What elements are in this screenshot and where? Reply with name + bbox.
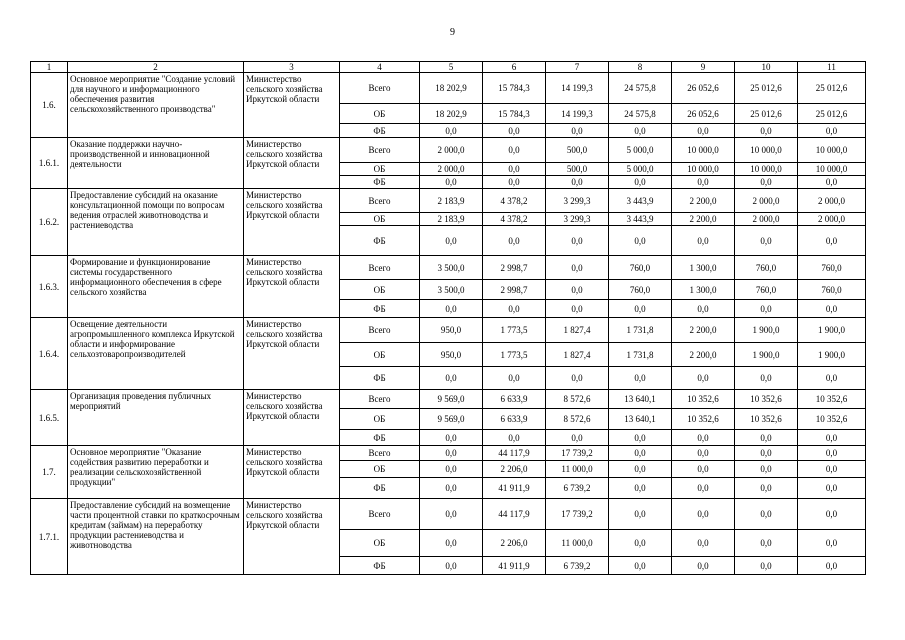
responsible-executor: Министерство сельского хозяйства Иркутской области — [244, 73, 340, 138]
amount-cell: 760,0 — [609, 280, 672, 300]
amount-cell: 14 199,3 — [546, 73, 609, 104]
amount-cell: 6 739,2 — [546, 478, 609, 499]
amount-cell: 44 117,9 — [483, 446, 546, 461]
funding-source: ОБ — [340, 461, 420, 478]
amount-cell: 1 773,5 — [483, 318, 546, 343]
amount-cell: 1 300,0 — [672, 256, 735, 280]
funding-source: ФБ — [340, 124, 420, 138]
column-number-cell: 4 — [340, 62, 420, 73]
amount-cell: 0,0 — [735, 124, 798, 138]
measure-description: Формирование и функционирование системы государственного информационного обеспечения в сфере сельского хозяйства — [68, 256, 244, 318]
column-number-cell: 5 — [420, 62, 483, 73]
amount-cell: 10 352,6 — [672, 390, 735, 409]
amount-cell: 3 299,3 — [546, 213, 609, 226]
amount-cell: 0,0 — [546, 280, 609, 300]
table-row — [31, 446, 866, 461]
amount-cell: 0,0 — [483, 367, 546, 390]
amount-cell: 25 012,6 — [798, 104, 866, 124]
amount-cell: 10 352,6 — [798, 409, 866, 430]
column-number-cell: 3 — [244, 62, 340, 73]
amount-cell: 0,0 — [672, 226, 735, 256]
funding-source: ФБ — [340, 478, 420, 499]
amount-cell: 13 640,1 — [609, 390, 672, 409]
amount-cell: 2 998,7 — [483, 256, 546, 280]
amount-cell: 0,0 — [546, 256, 609, 280]
amount-cell: 0,0 — [798, 499, 866, 530]
page-number: 9 — [450, 27, 455, 38]
column-number-cell: 6 — [483, 62, 546, 73]
amount-cell: 18 202,9 — [420, 104, 483, 124]
amount-cell: 0,0 — [798, 478, 866, 499]
funding-source: ОБ — [340, 163, 420, 176]
amount-cell: 0,0 — [546, 367, 609, 390]
amount-cell: 0,0 — [420, 430, 483, 446]
amount-cell: 0,0 — [546, 176, 609, 189]
amount-cell: 0,0 — [672, 176, 735, 189]
amount-cell: 10 352,6 — [735, 409, 798, 430]
amount-cell: 6 739,2 — [546, 557, 609, 575]
amount-cell: 8 572,6 — [546, 390, 609, 409]
amount-cell: 1 773,5 — [483, 343, 546, 367]
amount-cell: 2 000,0 — [420, 138, 483, 163]
amount-cell: 0,0 — [420, 499, 483, 530]
amount-cell: 0,0 — [672, 478, 735, 499]
amount-cell: 0,0 — [798, 226, 866, 256]
amount-cell: 0,0 — [420, 446, 483, 461]
amount-cell: 1 731,8 — [609, 318, 672, 343]
amount-cell: 2 998,7 — [483, 280, 546, 300]
amount-cell: 0,0 — [483, 163, 546, 176]
amount-cell: 3 299,3 — [546, 189, 609, 213]
amount-cell: 0,0 — [483, 300, 546, 318]
column-number-cell: 8 — [609, 62, 672, 73]
amount-cell: 44 117,9 — [483, 499, 546, 530]
amount-cell: 2 183,9 — [420, 189, 483, 213]
funding-source: Всего — [340, 256, 420, 280]
column-number-cell: 9 — [672, 62, 735, 73]
amount-cell: 41 911,9 — [483, 478, 546, 499]
measure-number: 1.7. — [31, 446, 68, 499]
amount-cell: 11 000,0 — [546, 461, 609, 478]
funding-source: ОБ — [340, 213, 420, 226]
responsible-executor: Министерство сельского хозяйства Иркутской области — [244, 256, 340, 318]
amount-cell: 0,0 — [672, 367, 735, 390]
funding-source: ФБ — [340, 226, 420, 256]
amount-cell: 0,0 — [672, 430, 735, 446]
amount-cell: 0,0 — [735, 300, 798, 318]
amount-cell: 2 200,0 — [672, 343, 735, 367]
amount-cell: 1 731,8 — [609, 343, 672, 367]
funding-source: Всего — [340, 390, 420, 409]
amount-cell: 0,0 — [735, 446, 798, 461]
amount-cell: 10 000,0 — [735, 163, 798, 176]
funding-source: ОБ — [340, 280, 420, 300]
amount-cell: 10 000,0 — [672, 163, 735, 176]
measure-number: 1.6. — [31, 73, 68, 138]
responsible-executor: Министерство сельского хозяйства Иркутской области — [244, 189, 340, 256]
amount-cell: 0,0 — [546, 430, 609, 446]
measure-description: Предоставление субсидий на оказание консультационной помощи по вопросам ведения отраслей животноводства и растениеводства — [68, 189, 244, 256]
funding-source: Всего — [340, 189, 420, 213]
measure-number: 1.6.3. — [31, 256, 68, 318]
responsible-executor: Министерство сельского хозяйства Иркутской области — [244, 499, 340, 575]
amount-cell: 0,0 — [420, 226, 483, 256]
amount-cell: 2 000,0 — [798, 213, 866, 226]
table-body — [31, 62, 866, 575]
amount-cell: 0,0 — [420, 300, 483, 318]
responsible-executor: Министерство сельского хозяйства Иркутской области — [244, 318, 340, 390]
amount-cell: 760,0 — [798, 256, 866, 280]
amount-cell: 10 000,0 — [798, 163, 866, 176]
funding-source: Всего — [340, 138, 420, 163]
amount-cell: 2 206,0 — [483, 461, 546, 478]
amount-cell: 0,0 — [546, 300, 609, 318]
amount-cell: 0,0 — [609, 226, 672, 256]
amount-cell: 2 183,9 — [420, 213, 483, 226]
amount-cell: 2 000,0 — [798, 189, 866, 213]
amount-cell: 0,0 — [420, 557, 483, 575]
amount-cell: 0,0 — [546, 124, 609, 138]
amount-cell: 10 352,6 — [672, 409, 735, 430]
amount-cell: 2 000,0 — [735, 189, 798, 213]
funding-source: Всего — [340, 499, 420, 530]
amount-cell: 0,0 — [420, 461, 483, 478]
amount-cell: 1 900,0 — [798, 318, 866, 343]
funding-source: ОБ — [340, 409, 420, 430]
amount-cell: 0,0 — [798, 124, 866, 138]
amount-cell: 0,0 — [798, 446, 866, 461]
amount-cell: 25 012,6 — [735, 73, 798, 104]
amount-cell: 0,0 — [609, 478, 672, 499]
column-number-cell: 10 — [735, 62, 798, 73]
amount-cell: 0,0 — [735, 226, 798, 256]
column-number-cell: 11 — [798, 62, 866, 73]
measure-number: 1.6.5. — [31, 390, 68, 446]
amount-cell: 0,0 — [672, 461, 735, 478]
measure-description: Предоставление субсидий на возмещение части процентной ставки по краткосрочным кредитам (займам) на переработку продукции растениеводства и животноводства — [68, 499, 244, 575]
amount-cell: 3 500,0 — [420, 280, 483, 300]
amount-cell: 760,0 — [609, 256, 672, 280]
amount-cell: 15 784,3 — [483, 73, 546, 104]
amount-cell: 500,0 — [546, 163, 609, 176]
amount-cell: 0,0 — [798, 176, 866, 189]
amount-cell: 25 012,6 — [735, 104, 798, 124]
funding-source: Всего — [340, 73, 420, 104]
amount-cell: 8 572,6 — [546, 409, 609, 430]
amount-cell: 24 575,8 — [609, 73, 672, 104]
funding-source: ОБ — [340, 530, 420, 557]
amount-cell: 14 199,3 — [546, 104, 609, 124]
amount-cell: 2 000,0 — [420, 163, 483, 176]
table-row — [31, 499, 866, 530]
amount-cell: 24 575,8 — [609, 104, 672, 124]
budget-table — [30, 61, 866, 575]
amount-cell: 25 012,6 — [798, 73, 866, 104]
amount-cell: 1 900,0 — [735, 343, 798, 367]
measure-description: Основное мероприятие "Создание условий для научного и информационного обеспечения развития сельскохозяйственного производства" — [68, 73, 244, 138]
amount-cell: 10 000,0 — [798, 138, 866, 163]
measure-description: Оказание поддержки научно-производственной и инновационной деятельности — [68, 138, 244, 189]
amount-cell: 0,0 — [735, 176, 798, 189]
amount-cell: 17 739,2 — [546, 446, 609, 461]
table-row — [31, 256, 866, 280]
amount-cell: 0,0 — [609, 124, 672, 138]
amount-cell: 10 000,0 — [735, 138, 798, 163]
funding-source: ОБ — [340, 343, 420, 367]
column-number-cell: 1 — [31, 62, 68, 73]
amount-cell: 1 827,4 — [546, 343, 609, 367]
amount-cell: 3 500,0 — [420, 256, 483, 280]
amount-cell: 10 000,0 — [672, 138, 735, 163]
table-row — [31, 138, 866, 163]
amount-cell: 10 352,6 — [798, 390, 866, 409]
amount-cell: 0,0 — [483, 226, 546, 256]
amount-cell: 3 443,9 — [609, 189, 672, 213]
amount-cell: 0,0 — [672, 557, 735, 575]
amount-cell: 2 000,0 — [735, 213, 798, 226]
amount-cell: 1 900,0 — [735, 318, 798, 343]
amount-cell: 760,0 — [798, 280, 866, 300]
amount-cell: 0,0 — [609, 176, 672, 189]
funding-source: ОБ — [340, 104, 420, 124]
amount-cell: 2 200,0 — [672, 213, 735, 226]
amount-cell: 0,0 — [672, 446, 735, 461]
table-row — [31, 390, 866, 409]
amount-cell: 0,0 — [735, 461, 798, 478]
funding-source: ФБ — [340, 176, 420, 189]
amount-cell: 0,0 — [735, 430, 798, 446]
amount-cell: 0,0 — [483, 430, 546, 446]
amount-cell: 950,0 — [420, 318, 483, 343]
amount-cell: 0,0 — [609, 530, 672, 557]
measure-description: Освещение деятельности агропромышленного комплекса Иркутской области и информирование сельхозтоваропроизводителей — [68, 318, 244, 390]
amount-cell: 11 000,0 — [546, 530, 609, 557]
amount-cell: 41 911,9 — [483, 557, 546, 575]
amount-cell: 15 784,3 — [483, 104, 546, 124]
funding-source: ФБ — [340, 367, 420, 390]
amount-cell: 760,0 — [735, 280, 798, 300]
funding-source: ФБ — [340, 557, 420, 575]
amount-cell: 26 052,6 — [672, 104, 735, 124]
amount-cell: 1 300,0 — [672, 280, 735, 300]
amount-cell: 10 352,6 — [735, 390, 798, 409]
amount-cell: 6 633,9 — [483, 409, 546, 430]
amount-cell: 0,0 — [672, 530, 735, 557]
amount-cell: 0,0 — [420, 530, 483, 557]
amount-cell: 4 378,2 — [483, 189, 546, 213]
amount-cell: 0,0 — [735, 530, 798, 557]
amount-cell: 1 900,0 — [798, 343, 866, 367]
amount-cell: 0,0 — [609, 446, 672, 461]
amount-cell: 0,0 — [798, 557, 866, 575]
amount-cell: 18 202,9 — [420, 73, 483, 104]
amount-cell: 0,0 — [672, 124, 735, 138]
amount-cell: 0,0 — [483, 138, 546, 163]
responsible-executor: Министерство сельского хозяйства Иркутской области — [244, 138, 340, 189]
measure-number: 1.6.1. — [31, 138, 68, 189]
amount-cell: 0,0 — [609, 300, 672, 318]
amount-cell: 0,0 — [420, 367, 483, 390]
measure-number: 1.7.1. — [31, 499, 68, 575]
amount-cell: 0,0 — [735, 499, 798, 530]
amount-cell: 0,0 — [609, 557, 672, 575]
amount-cell: 0,0 — [483, 124, 546, 138]
funding-source: ФБ — [340, 430, 420, 446]
amount-cell: 17 739,2 — [546, 499, 609, 530]
amount-cell: 13 640,1 — [609, 409, 672, 430]
amount-cell: 0,0 — [735, 478, 798, 499]
amount-cell: 0,0 — [798, 530, 866, 557]
amount-cell: 5 000,0 — [609, 163, 672, 176]
measure-description: Основное мероприятие "Оказание содействия развитию переработки и реализации сельскохозяйственной продукции" — [68, 446, 244, 499]
amount-cell: 0,0 — [798, 367, 866, 390]
amount-cell: 0,0 — [798, 300, 866, 318]
amount-cell: 0,0 — [672, 300, 735, 318]
amount-cell: 950,0 — [420, 343, 483, 367]
amount-cell: 0,0 — [735, 367, 798, 390]
amount-cell: 0,0 — [420, 124, 483, 138]
column-number-cell: 2 — [68, 62, 244, 73]
amount-cell: 0,0 — [609, 461, 672, 478]
funding-source: Всего — [340, 318, 420, 343]
amount-cell: 2 206,0 — [483, 530, 546, 557]
measure-description: Организация проведения публичных мероприятий — [68, 390, 244, 446]
funding-source: Всего — [340, 446, 420, 461]
amount-cell: 0,0 — [609, 430, 672, 446]
table-row — [31, 73, 866, 104]
measure-number: 1.6.4. — [31, 318, 68, 390]
amount-cell: 0,0 — [546, 226, 609, 256]
amount-cell: 0,0 — [672, 499, 735, 530]
amount-cell: 4 378,2 — [483, 213, 546, 226]
amount-cell: 0,0 — [735, 557, 798, 575]
amount-cell: 26 052,6 — [672, 73, 735, 104]
table-row — [31, 189, 866, 213]
amount-cell: 0,0 — [420, 176, 483, 189]
amount-cell: 9 569,0 — [420, 409, 483, 430]
amount-cell: 0,0 — [798, 430, 866, 446]
table-row — [31, 318, 866, 343]
amount-cell: 1 827,4 — [546, 318, 609, 343]
amount-cell: 500,0 — [546, 138, 609, 163]
column-number-cell: 7 — [546, 62, 609, 73]
amount-cell: 3 443,9 — [609, 213, 672, 226]
amount-cell: 2 200,0 — [672, 318, 735, 343]
amount-cell: 5 000,0 — [609, 138, 672, 163]
amount-cell: 0,0 — [609, 367, 672, 390]
funding-source: ФБ — [340, 300, 420, 318]
measure-number: 1.6.2. — [31, 189, 68, 256]
amount-cell: 2 200,0 — [672, 189, 735, 213]
column-number-header-row — [31, 62, 866, 73]
amount-cell: 0,0 — [609, 499, 672, 530]
amount-cell: 760,0 — [735, 256, 798, 280]
amount-cell: 6 633,9 — [483, 390, 546, 409]
responsible-executor: Министерство сельского хозяйства Иркутской области — [244, 390, 340, 446]
amount-cell: 0,0 — [420, 478, 483, 499]
amount-cell: 0,0 — [798, 461, 866, 478]
amount-cell: 9 569,0 — [420, 390, 483, 409]
responsible-executor: Министерство сельского хозяйства Иркутской области — [244, 446, 340, 499]
amount-cell: 0,0 — [483, 176, 546, 189]
